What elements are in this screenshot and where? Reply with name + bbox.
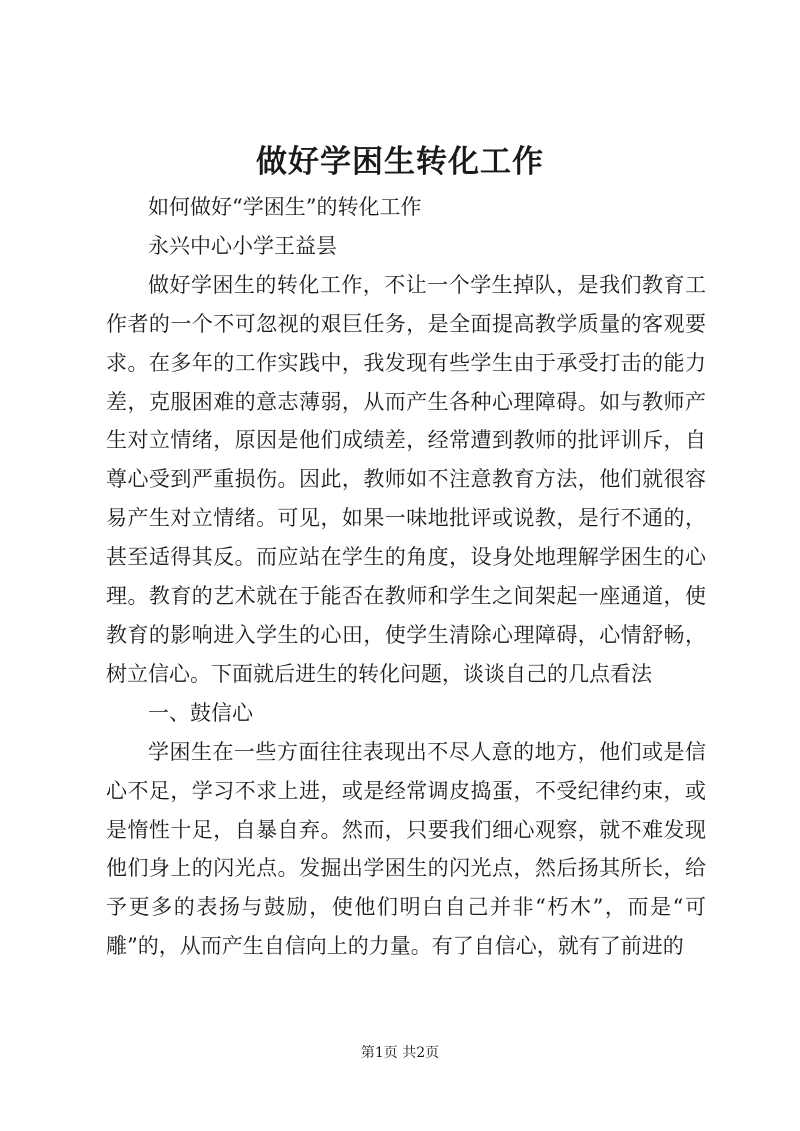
- body-paragraph: 做好学困生的转化工作，不让一个学生掉队，是我们教育工作者的一个不可忽视的艰巨任务，是全面提高教学质量的客观要求。在多年的工作实践中，我发现有些学生由于承受打击的能力差，克服困难的意志薄弱，从而产生各种心理障碍。如与教师产生对立情绪，原因是他们成绩差，经常遭到教师的批评训斥，自尊心受到严重损伤。因此，教师如不注意教育方法，他们就很容易产生对立情绪。可见，如果一味地批评或说教，是行不通的，甚至适得其反。而应站在学生的角度，设身处地理解学困生的心理。教育的艺术就在于能否在教师和学生之间架起一座通道，使教育的影响进入学生的心田，使学生清除心理障碍，心情舒畅，树立信心。下面就后进生的转化问题，谈谈自己的几点看法: [106, 272, 706, 686]
- page-footer: 第1页 共2页: [360, 1045, 440, 1061]
- subtitle-line: 如何做好“学困生”的转化工作: [148, 195, 422, 219]
- document-title: 做好学困生转化工作: [256, 144, 544, 180]
- document-body: [106, 188, 706, 966]
- author-line: 永兴中心小学王益昙: [148, 233, 337, 258]
- section-heading: 一、鼓信心: [148, 700, 253, 725]
- body-paragraph: 学困生在一些方面往往表现出不尽人意的地方，他们或是信心不足，学习不求上进，或是经常调皮捣蛋，不受纪律约束，或是惰性十足，自暴自弃。然而，只要我们细心观察，就不难发现他们身上的闪光点。发掘出学困生的闪光点，然后扬其所长，给予更多的表扬与鼓励，使他们明白自己并非“朽木”，而是“可雕”的，从而产生自信向上的力量。有了自信心，就有了前进的: [106, 739, 706, 959]
